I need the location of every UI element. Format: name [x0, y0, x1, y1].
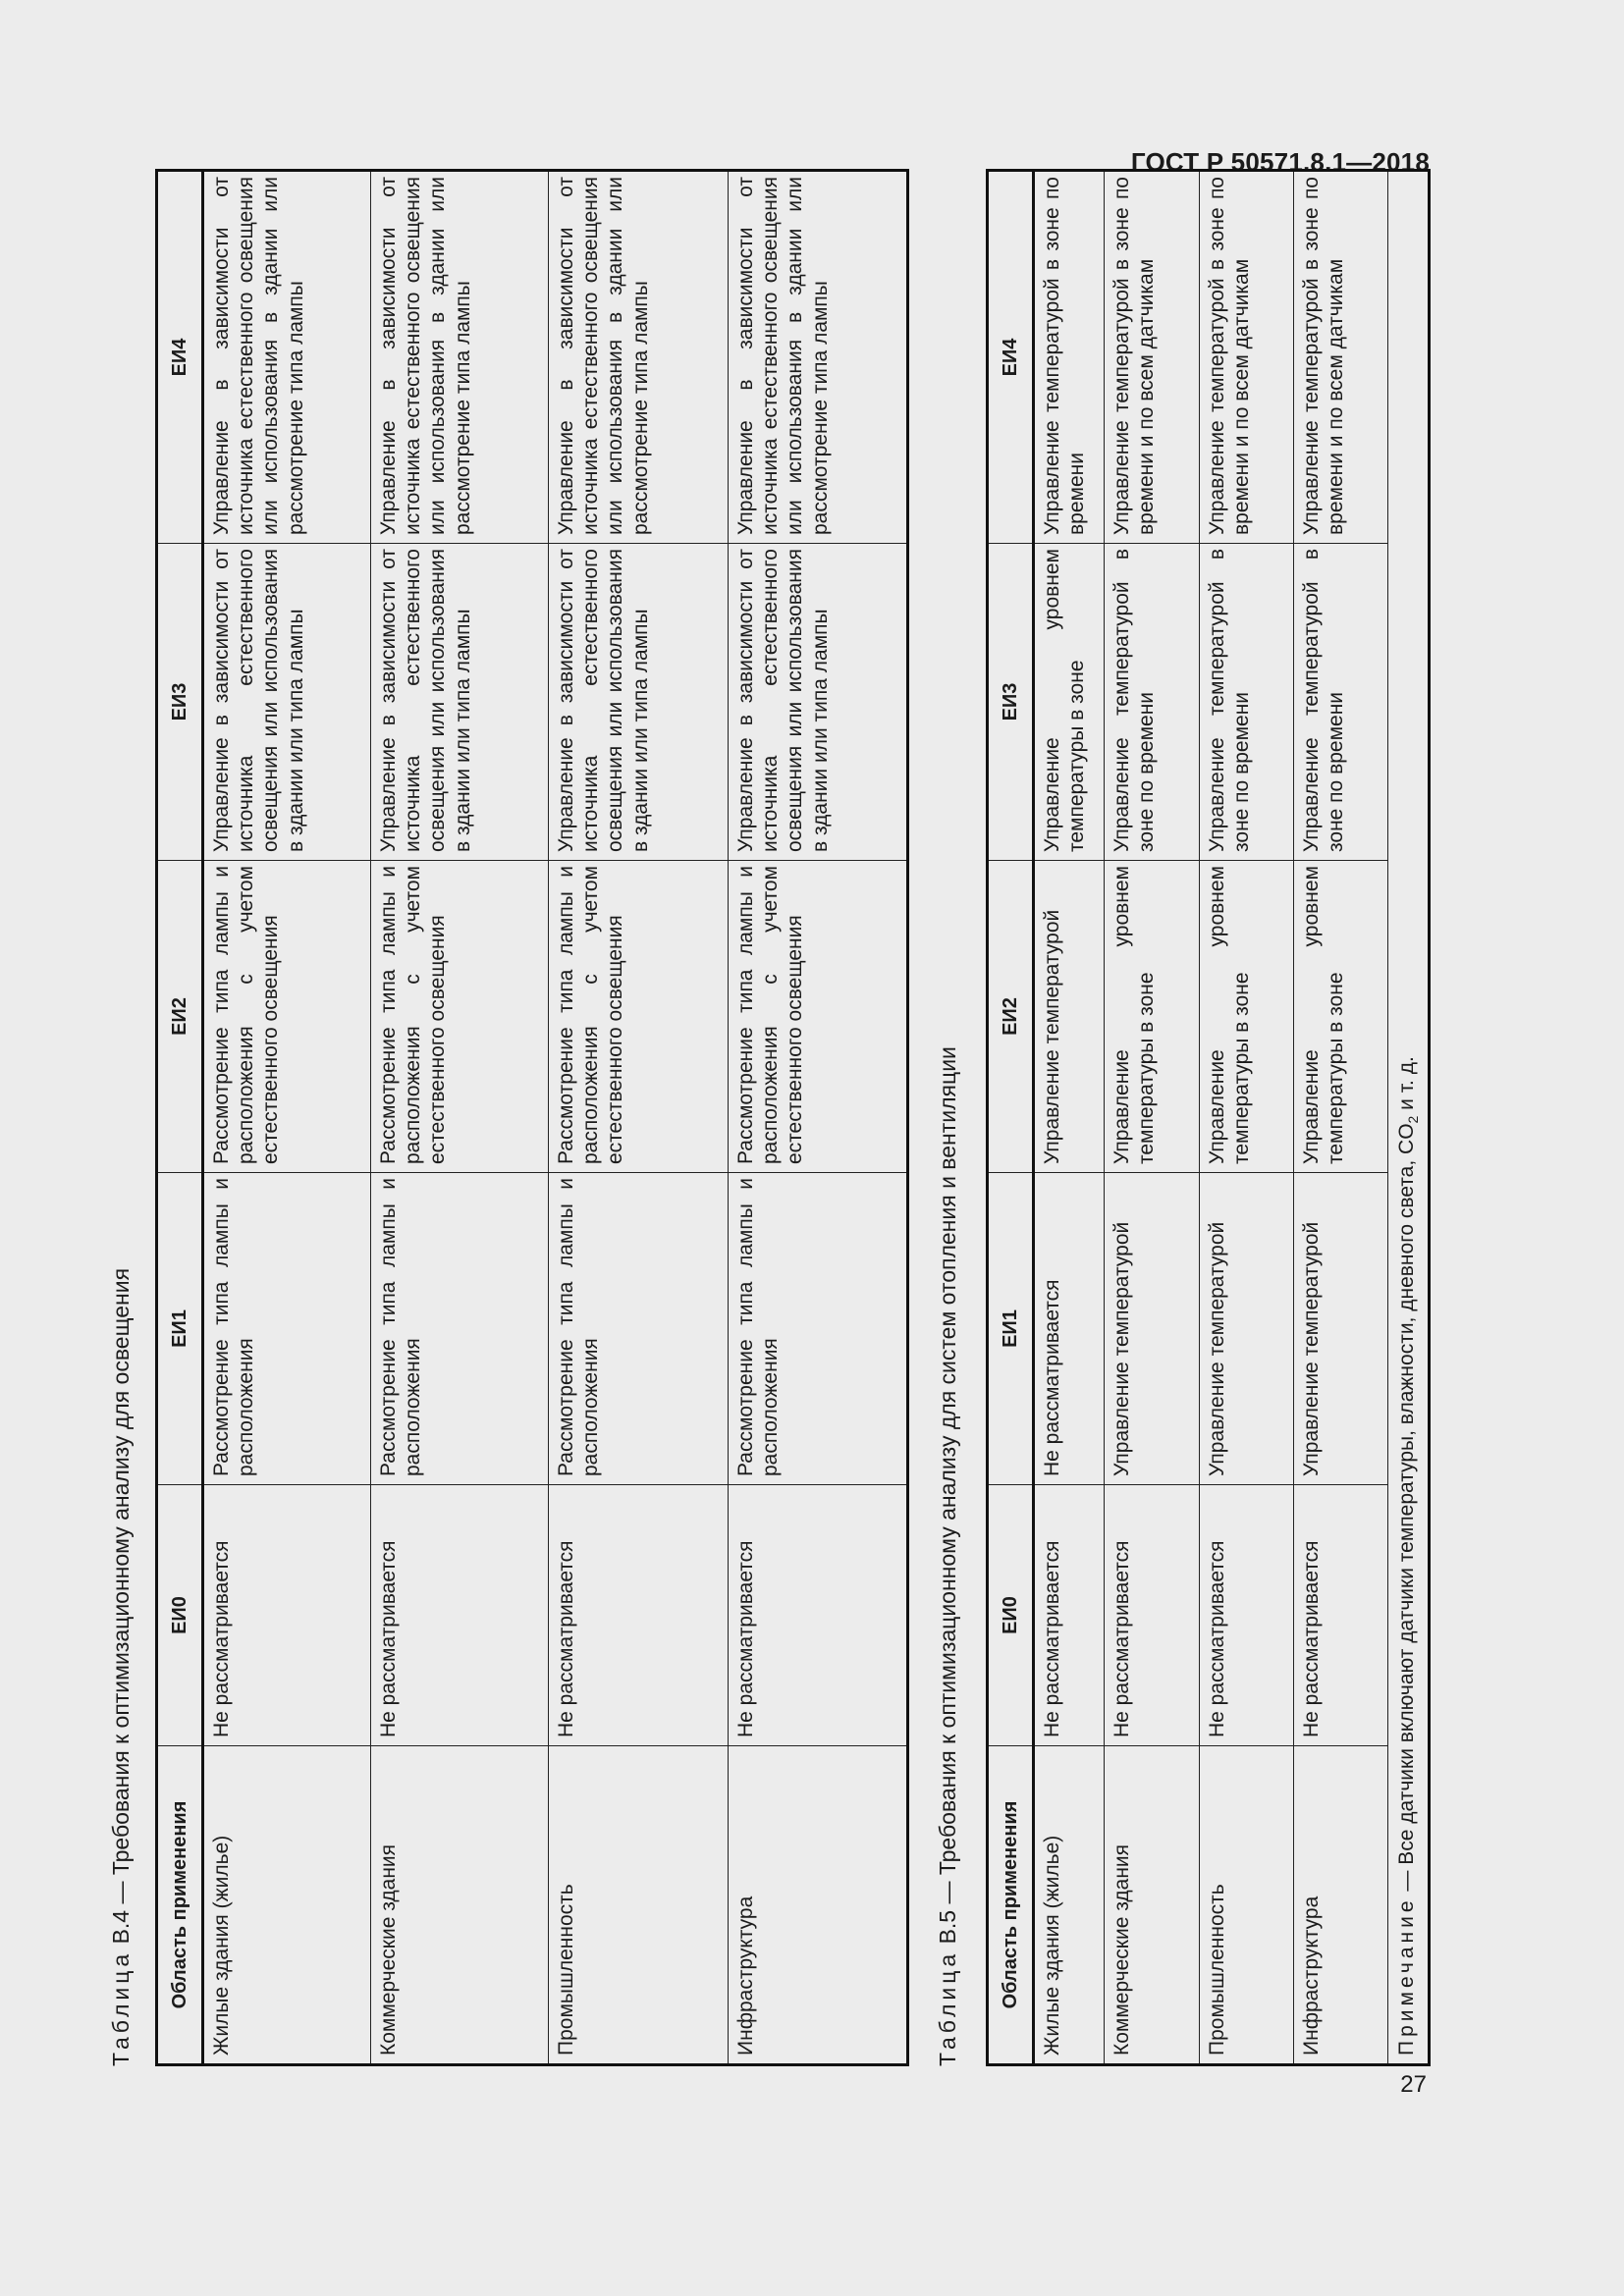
page-number: 27: [1400, 2071, 1427, 2098]
table-b4: [155, 169, 909, 2066]
table-cell: Управление температурой в зоне по времени: [1105, 544, 1200, 861]
table-cell: Рассмотрение типа лампы и расположения: [549, 1173, 729, 1485]
table-cell: Управление в зависимости от источника естественного освещения или использования в здании или типа лампы: [371, 544, 549, 861]
table-cell: Управление в зависимости от источника естественного освещения или использования в здании или рассмотрение типа лампы: [549, 171, 729, 544]
table-row: [549, 171, 729, 2065]
table-cell: Жилые здания (жилье): [1034, 1746, 1105, 2065]
table-cell: Рассмотрение типа лампы и расположения: [203, 1173, 371, 1485]
table-cell: Рассмотрение типа лампы и расположения: [371, 1173, 549, 1485]
table-cell: Управление температурой в зоне по времени: [1034, 171, 1105, 544]
table-cell: Не рассматривается: [1034, 1173, 1105, 1485]
table-cell: Не рассматривается: [371, 1485, 549, 1746]
table-cell: Не рассматривается: [1105, 1485, 1200, 1746]
table-row: [1105, 171, 1200, 2065]
table-header-row: [988, 171, 1034, 2065]
table-cell: Управление температурой: [1200, 1173, 1294, 1485]
table-cell: Рассмотрение типа лампы и расположения с учетом естественного освещения: [371, 861, 549, 1173]
table-cell: Не рассматривается: [729, 1485, 908, 1746]
table-cell: Рассмотрение типа лампы и расположения с учетом естественного освещения: [549, 861, 729, 1173]
column-header: ЕИ1: [988, 1173, 1034, 1485]
table-cell: Управление температурой: [1034, 861, 1105, 1173]
table-cell: Управление температурой: [1294, 1173, 1388, 1485]
table-cell: Управление в зависимости от источника естественного освещения или использования в здании или типа лампы: [549, 544, 729, 861]
table-cell: Управление уровнем температуры в зоне: [1200, 861, 1294, 1173]
table-cell: Жилые здания (жилье): [203, 1746, 371, 2065]
table-cell: Не рассматривается: [1200, 1485, 1294, 1746]
column-header: ЕИ1: [157, 1173, 203, 1485]
table-cell: Управление температурой в зоне по времени и по всем датчикам: [1200, 171, 1294, 544]
column-header: ЕИ4: [988, 171, 1034, 544]
table-cell: Не рассматривается: [1034, 1485, 1105, 1746]
table-row: [1034, 171, 1105, 2065]
table-cell: Промышленность: [1200, 1746, 1294, 2065]
table-note: Примечание — Все датчики включают датчики температуры, влажности, дневного света, $CO_2$ и т. д.: [1388, 171, 1430, 2065]
table-cell: Управление в зависимости от источника естественного освещения или использования в здании или рассмотрение типа лампы: [729, 171, 908, 544]
column-header: ЕИ3: [988, 544, 1034, 861]
table-cell: Управление температурой: [1105, 1173, 1200, 1485]
table-cell: Коммерческие здания: [1105, 1746, 1200, 2065]
table-cell: Управление уровнем температуры в зоне: [1034, 544, 1105, 861]
table-cell: Рассмотрение типа лампы и расположения: [729, 1173, 908, 1485]
table-b4-caption: Таблица В.4 — Требования к оптимизационному анализу для освещения: [108, 1267, 134, 2066]
table-cell: Управление в зависимости от источника естественного освещения или использования в здании или рассмотрение типа лампы: [371, 171, 549, 544]
rotated-content: [108, 172, 1424, 2066]
document-header: ГОСТ Р 50571.8.1—2018: [1130, 147, 1430, 177]
table-row: [203, 171, 371, 2065]
table-note-row: [1388, 171, 1430, 2065]
table-cell: Управление температурой в зоне по времени: [1200, 544, 1294, 861]
table-b5: [986, 169, 1431, 2066]
table-cell: Не рассматривается: [549, 1485, 729, 1746]
column-header: ЕИ2: [157, 861, 203, 1173]
table-row: [371, 171, 549, 2065]
column-header: ЕИ2: [988, 861, 1034, 1173]
table-cell: Не рассматривается: [203, 1485, 371, 1746]
table-cell: Управление уровнем температуры в зоне: [1105, 861, 1200, 1173]
table-row: [1294, 171, 1388, 2065]
table-cell: Инфраструктура: [1294, 1746, 1388, 2065]
table-cell: Управление в зависимости от источника естественного освещения или использования в здании или типа лампы: [203, 544, 371, 861]
table-cell: Управление уровнем температуры в зоне: [1294, 861, 1388, 1173]
table-cell: Не рассматривается: [1294, 1485, 1388, 1746]
table-cell: Управление в зависимости от источника естественного освещения или использования в здании или рассмотрение типа лампы: [203, 171, 371, 544]
table-cell: Управление температурой в зоне по времени и по всем датчикам: [1294, 171, 1388, 544]
table-row: [729, 171, 908, 2065]
table-header-row: [157, 171, 203, 2065]
column-header: ЕИ3: [157, 544, 203, 861]
column-header: ЕИ4: [157, 171, 203, 544]
table-cell: Инфраструктура: [729, 1746, 908, 2065]
table-cell: Управление температурой в зоне по времени и по всем датчикам: [1105, 171, 1200, 544]
table-b5-caption: Таблица В.5 — Требования к оптимизационному анализу для систем отопления и вентиляции: [935, 1046, 960, 2066]
column-header: Область применения: [157, 1746, 203, 2065]
table-row: [1200, 171, 1294, 2065]
column-header: Область применения: [988, 1746, 1034, 2065]
table-cell: Управление температурой в зоне по времени: [1294, 544, 1388, 861]
column-header: ЕИ0: [157, 1485, 203, 1746]
column-header: ЕИ0: [988, 1485, 1034, 1746]
table-cell: Управление в зависимости от источника естественного освещения или использования в здании или типа лампы: [729, 544, 908, 861]
table-cell: Промышленность: [549, 1746, 729, 2065]
table-cell: Коммерческие здания: [371, 1746, 549, 2065]
table-cell: Рассмотрение типа лампы и расположения с учетом естественного освещения: [203, 861, 371, 1173]
table-cell: Рассмотрение типа лампы и расположения с учетом естественного освещения: [729, 861, 908, 1173]
